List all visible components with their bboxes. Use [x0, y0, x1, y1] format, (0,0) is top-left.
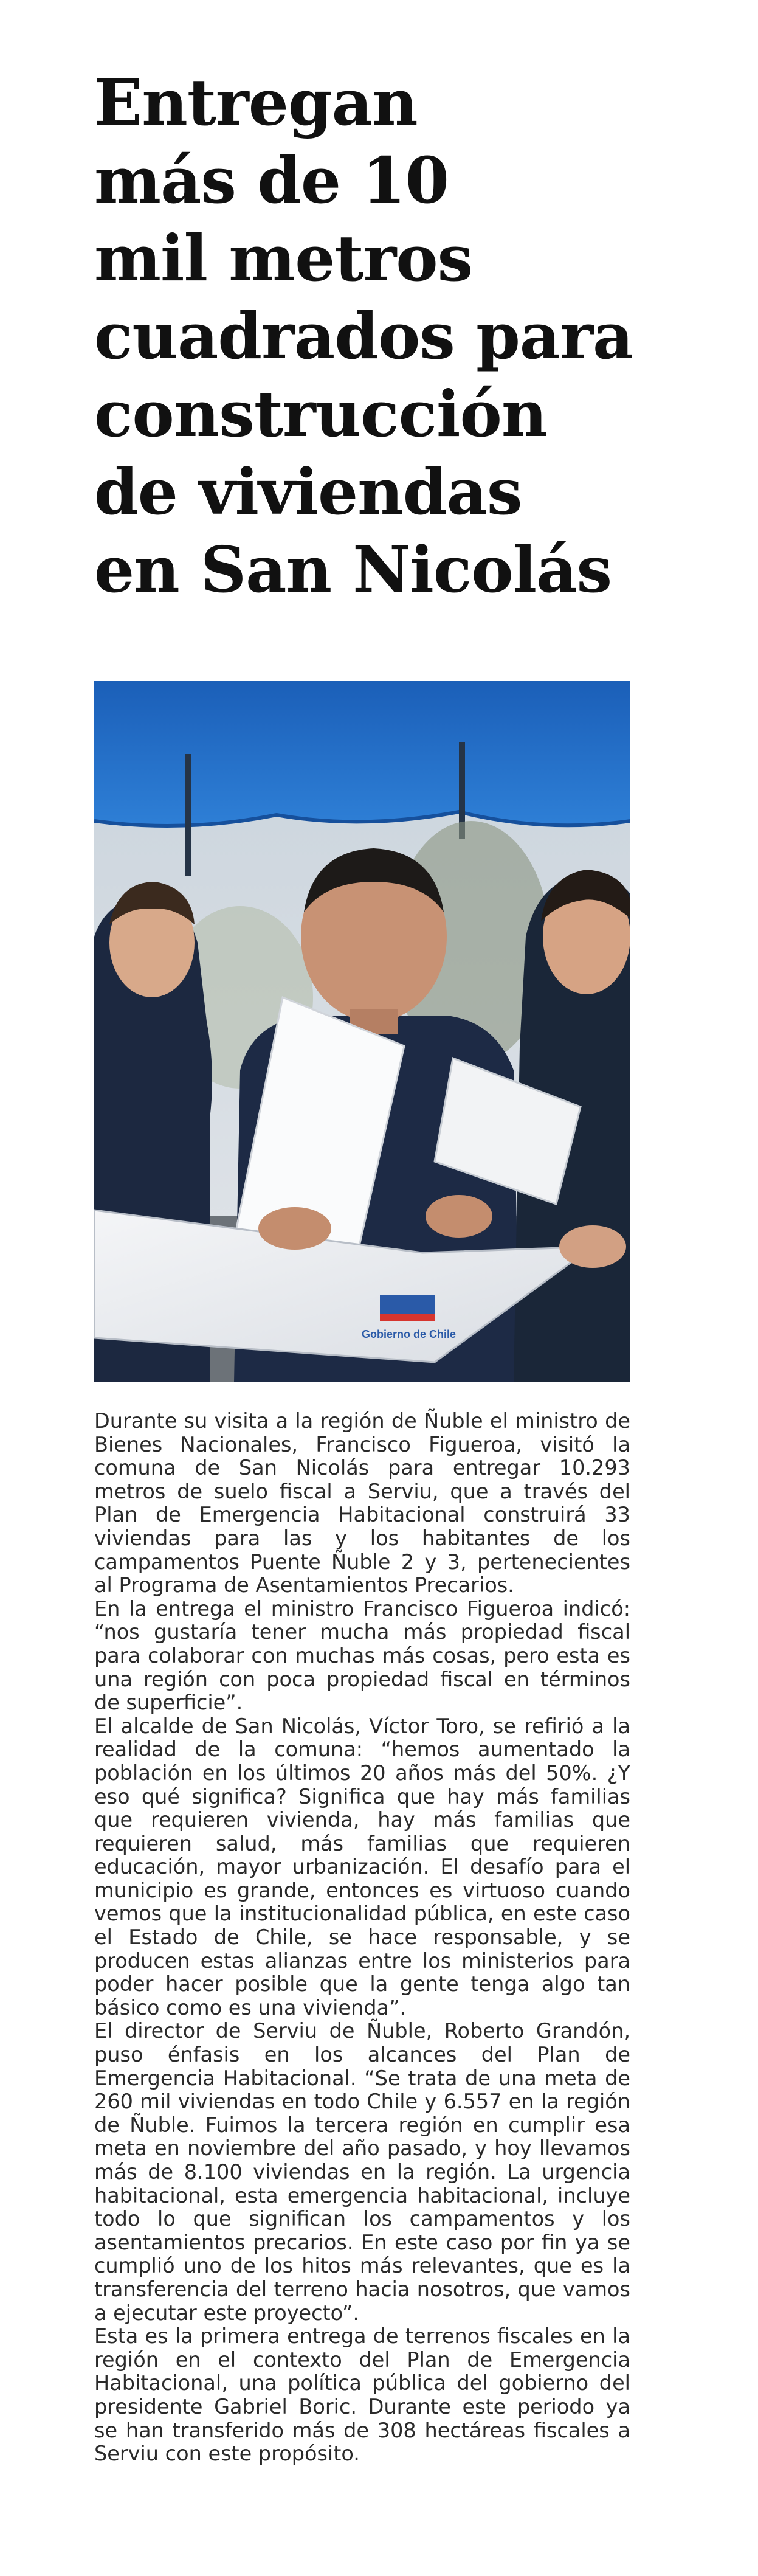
headline-line: cuadrados para [94, 299, 633, 373]
headline-line: de viviendas [94, 454, 522, 529]
article-photo [94, 681, 630, 1382]
folder-logo-text: Gobierno de Chile [362, 1328, 457, 1340]
headline-line: construcción [94, 376, 547, 451]
article-paragraph: Durante su visita a la región de Ñuble el ministro de Bienes Nacionales, Francisco Figueroa, visitó la comuna de San Nicolás para entregar 10.293 metros de suelo fiscal a Serviu, que a través del Plan de Emergencia Habitacional construirá 33 viviendas para las y los habitantes de los campamentos Puente Ñuble 2 y 3, pertenecientes al Programa de Asentamientos Precarios. [94, 1409, 630, 1598]
headline-line: Entregan [94, 65, 418, 140]
headline-line: más de 10 [94, 143, 449, 218]
article-paragraph: En la entrega el ministro Francisco Figueroa indicó: “nos gustaría tener mucha más propiedad fiscal para colaborar con muchas más cosas, pero esta es una región con poca propiedad fiscal en términos de superficie”. [94, 1596, 630, 1715]
article-paragraph: El director de Serviu de Ñuble, Roberto Grandón, puso énfasis en los alcances del Plan de Emergencia Habitacional. “Se trata de una meta de 260 mil viviendas en todo Chile y 6.557 en la región de Ñuble. Fuimos la tercera región en cumplir esa meta en noviembre del año pasado, y hoy llevamos más de 8.100 viviendas en la región. La urgencia habitacional, esta emergencia habitacional, incluye todo lo que significan los campamentos y los asentamientos precarios. En este caso por fin ya se cumplió uno de los hitos más relevantes, que es la transferencia del terreno hacia nosotros, que vamos a ejecutar este proyecto”. [94, 2019, 630, 2325]
headline-line: mil metros [94, 221, 473, 296]
article-paragraph: El alcalde de San Nicolás, Víctor Toro, se refirió a la realidad de la comuna: “hemos aumentado la población en los últimos 20 años más del 50%. ¿Y eso qué significa? Significa que hay más familias que requieren vivienda, hay más familias que requieren salud, más familias que requieren educación, mayor urbanización. El desafío para el municipio es grande, entonces es virtuoso cuando vemos que la institucionalidad pública, en este caso el Estado de Chile, se hace responsable, y se producen estas alianzas entre los ministerios para poder hacer posible que la gente tenga algo tan básico como es una vivienda”. [94, 1714, 630, 2020]
headline-line: en San Nicolás [94, 532, 612, 607]
article-headline [94, 64, 653, 609]
article-body [94, 1410, 630, 2466]
article-paragraph: Esta es la primera entrega de terrenos fiscales en la región en el contexto del Plan de Emergencia Habitacional, una política pública del gobierno del presidente Gabriel Boric. Durante este periodo ya se han transferido más de 308 hectáreas fiscales a Serviu con este propósito. [94, 2324, 630, 2466]
